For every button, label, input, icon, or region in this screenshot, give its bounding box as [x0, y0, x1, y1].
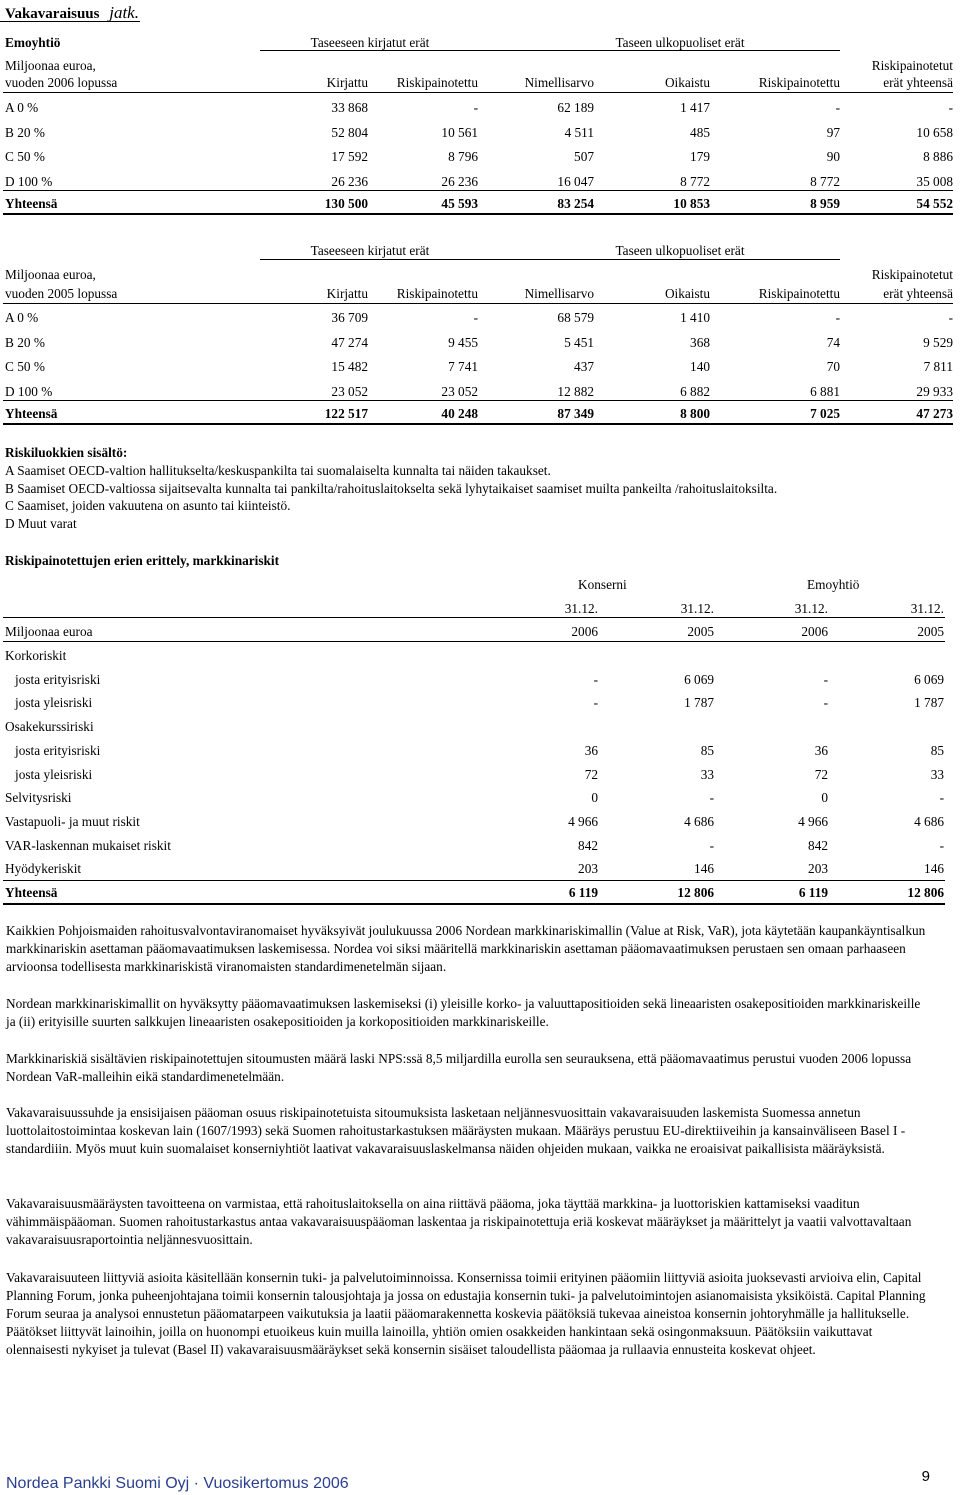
- table-cell: 4 686: [684, 813, 714, 829]
- table-cell: -: [948, 100, 953, 115]
- table-cell: 1 417: [680, 100, 710, 115]
- table-cell: 146: [694, 861, 714, 877]
- row-label: Osakekurssiriski: [5, 719, 94, 735]
- table-cell: 9 529: [923, 334, 953, 350]
- table-cell: 83 254: [557, 196, 594, 211]
- table-cell: -: [593, 671, 598, 687]
- group-on-balance: Taseeseen kirjatut erät: [310, 243, 430, 258]
- table-cell: 140: [690, 359, 710, 374]
- table-cell: 72: [584, 766, 598, 782]
- footer-publication: Nordea Pankki Suomi Oyj · Vuosikertomus 2006: [6, 1475, 349, 1492]
- col-oikaistu: Oikaistu: [664, 75, 710, 90]
- table-cell: 8 796: [448, 149, 478, 164]
- col-riskipainotettu: Riskipainotettu: [396, 286, 478, 301]
- table-cell: 70: [826, 359, 840, 374]
- col-kirjattu: Kirjattu: [326, 286, 368, 301]
- row-head-line2: vuoden 2006 lopussa: [5, 75, 118, 90]
- table-cell: 90: [826, 149, 840, 164]
- row-label: josta yleisriski: [15, 695, 93, 711]
- table-cell: -: [473, 100, 478, 115]
- entity-label: Emoyhtiö: [5, 35, 61, 50]
- table-cell: 6 069: [914, 671, 944, 687]
- paragraph: Vakavaraisuuteen liittyviä asioita käsitellään konsernin tuki- ja palvelutoiminnoissa. Konsernissa toimii erityinen pääomiin liittyviä asioita juoksevasti arvioiva elin, Capital Planning Forum, jonka puheenjohtajana toimii konsernin talousjohtaja ja jossa on edustajia konsernin tuki- ja palvelutoimintojen asianomaisista yksiköistä. Capital Planning Forum seuraa ja analysoi ennustetun pääomatarpeen vaikutuksia ja laatii pääomarakennetta koskevia päätöksiä tukevaa aineistoa konsernin johtoryhmälle ja hallitukselle. Päätökset liittyvät lainoihin, joilla on huonompi etuoikeus kuin muilla lainoilla, yhtiön omien osakkeiden hankintaan sekä osingonmaksuun. Päätöksiin vaikuttavat olennaisesti nykyiset ja tulevat (Basel II) vakavaraisuusmääräykset sekä konsernin sisäiset taloudellista pääomaa ja rullaavia ennusteita koskevat ohjeet.: [6, 1270, 926, 1357]
- year-label: 2005: [917, 624, 944, 639]
- row-label: Selvitysriski: [5, 790, 72, 806]
- row-label: B 20 %: [5, 124, 45, 140]
- table-cell: -: [823, 671, 828, 687]
- table-cell: 47 273: [916, 406, 953, 421]
- table-cell: -: [823, 695, 828, 711]
- row-label: Hyödykeriskit: [5, 861, 82, 877]
- table-cell: 1 787: [914, 695, 944, 711]
- table-cell: 842: [808, 837, 828, 853]
- total-top-rule: [3, 190, 953, 191]
- group-rule-off: [480, 50, 840, 51]
- table-cell: 8 959: [810, 196, 840, 211]
- row-label: C 50 %: [5, 359, 45, 374]
- table-cell: 36: [814, 742, 828, 758]
- paragraph: Vakavaraisuussuhde ja ensisijaisen pääoman osuus riskipainotetuista sitoumuksista lasketaan neljännesvuosittain vakavaraisuuden laskemista Suomessa annetun luottolaitostoimintaa koskevan lain (1607/1993) sekä Suomen rahoitustarkastuksen määräysten mukaan. Määräys perustuu EU-direktiiveihin ja kansainväliseen Basel I -standardiiin. Myös muut kuin suomalaiset konserniyhtiöt laativat vakavaraisuuslaskelmansa näiden ohjeiden mukaan, vaikka ne eroaisivat paikallisista määräyksistä.: [6, 1105, 906, 1156]
- year-label: 2006: [571, 624, 598, 639]
- table-cell: -: [593, 695, 598, 711]
- row-label: Yhteensä: [5, 406, 58, 421]
- row-label: D 100 %: [5, 383, 53, 399]
- date-label: 31.12.: [564, 601, 598, 616]
- table-header-rule: [3, 92, 953, 93]
- market-row-head: Miljoonaa euroa: [5, 624, 93, 639]
- table-cell: 6 069: [684, 671, 714, 687]
- table-cell: 8 772: [680, 173, 710, 189]
- table-cell: 26 236: [441, 173, 478, 189]
- table-cell: 40 248: [441, 406, 478, 421]
- row-label: A 0 %: [5, 100, 39, 115]
- table-cell: 6 881: [810, 383, 840, 399]
- table-cell: 35 008: [916, 173, 953, 189]
- col-total-line1: Riskipainotetut: [871, 267, 953, 282]
- table-cell: 179: [690, 149, 710, 164]
- total-bottom-rule: [3, 423, 953, 425]
- table-cell: -: [835, 100, 840, 115]
- table-cell: 4 686: [914, 813, 944, 829]
- risk-class-d: D Muut varat: [5, 516, 77, 531]
- total-bottom-rule: [3, 213, 953, 215]
- page-title-sub: jatk.: [109, 3, 139, 22]
- table-cell: 4 966: [798, 813, 828, 829]
- group-off-balance: Taseen ulkopuoliset erät: [615, 35, 745, 50]
- col-total-line2: erät yhteensä: [883, 75, 953, 90]
- table-header-rule: [3, 303, 953, 304]
- date-label: 31.12.: [794, 601, 828, 616]
- table-cell: 7 741: [448, 359, 478, 374]
- table-cell: 10 561: [441, 124, 478, 140]
- table-cell: 12 882: [557, 383, 594, 399]
- table-cell: 437: [574, 359, 594, 374]
- group-on-balance: Taseeseen kirjatut erät: [310, 35, 430, 50]
- table-cell: 62 189: [557, 100, 594, 115]
- table-cell: 203: [578, 861, 598, 877]
- row-label: C 50 %: [5, 149, 45, 164]
- group-emoyhtio: Emoyhtiö: [807, 577, 860, 592]
- col-oikaistu: Oikaistu: [664, 286, 710, 301]
- table-cell: 6 119: [568, 885, 598, 900]
- row-label: josta yleisriski: [15, 766, 93, 782]
- risk-class-a: A Saamiset OECD-valtion hallitukselta/keskuspankilta tai suomalaiselta kunnalta tai näiden takaukset.: [5, 463, 551, 478]
- row-head-line1: Miljoonaa euroa,: [5, 267, 96, 282]
- table-cell: 23 052: [331, 383, 368, 399]
- col-total-line2: erät yhteensä: [883, 286, 953, 301]
- table-cell: 17 592: [331, 149, 368, 164]
- group-konserni: Konserni: [578, 577, 627, 592]
- total-top-rule: [3, 400, 953, 401]
- table-cell: 87 349: [557, 406, 594, 421]
- table-cell: 85: [700, 742, 714, 758]
- page-title-main: Vakavaraisuus: [5, 6, 100, 22]
- table-cell: 16 047: [557, 173, 594, 189]
- table-cell: -: [709, 837, 714, 853]
- table-cell: 12 806: [677, 885, 714, 900]
- header-rule: [0, 21, 140, 22]
- table-cell: 74: [826, 334, 840, 350]
- table-cell: 8 772: [810, 173, 840, 189]
- row-label: josta erityisriski: [15, 671, 101, 687]
- table-cell: 5 451: [564, 334, 594, 350]
- table-cell: -: [473, 310, 478, 325]
- table-cell: 0: [591, 790, 598, 806]
- table-cell: 26 236: [331, 173, 368, 189]
- market-header-rule: [3, 641, 945, 642]
- table-cell: 4 511: [564, 124, 594, 140]
- table-cell: 1 410: [680, 310, 710, 325]
- table-cell: 7 025: [810, 406, 840, 421]
- table-cell: 0: [821, 790, 828, 806]
- row-label: Vastapuoli- ja muut riskit: [5, 813, 140, 829]
- table-cell: 33: [930, 766, 944, 782]
- table-cell: 52 804: [331, 124, 368, 140]
- table-cell: 72: [814, 766, 828, 782]
- col-riskipainotettu-off: Riskipainotettu: [758, 286, 840, 301]
- table-cell: 203: [808, 861, 828, 877]
- table-cell: 368: [690, 334, 710, 350]
- year-label: 2005: [687, 624, 714, 639]
- market-top-rule: [3, 617, 945, 618]
- risk-class-b: B Saamiset OECD-valtiossa sijaitsevalta kunnalta tai pankilta/rahoituslaitokselta sekä lyhytaikaiset saamiset muilta pankeilta /rahoituslaitoksilta.: [5, 481, 778, 496]
- table-cell: 15 482: [331, 359, 368, 374]
- table-cell: 23 052: [441, 383, 478, 399]
- table-cell: 29 933: [916, 383, 953, 399]
- col-kirjattu: Kirjattu: [326, 75, 368, 90]
- table-cell: 146: [924, 861, 944, 877]
- group-rule-on: [260, 259, 480, 260]
- row-head-line1: Miljoonaa euroa,: [5, 58, 96, 73]
- table-cell: 507: [574, 149, 594, 164]
- table-cell: 8 886: [923, 149, 953, 164]
- risk-class-c: C Saamiset, joiden vakuutena on asunto tai kiinteistö.: [5, 498, 291, 513]
- table-cell: 10 658: [916, 124, 953, 140]
- table-cell: 33: [700, 766, 714, 782]
- table-cell: 6 119: [798, 885, 828, 900]
- col-nimellisarvo: Nimellisarvo: [524, 75, 594, 90]
- row-label: Korkoriskit: [5, 648, 67, 663]
- table-cell: 54 552: [916, 196, 953, 211]
- paragraph: Markkinariskiä sisältävien riskipainotettujen sitoumusten määrä laski NPS:ssä 8,5 miljardilla eurolla sen seurauksena, että pääomavaatimus perustui vuoden 2006 lopussa Nordean VaR-malleihin eikä standardimenetelmään.: [6, 1051, 912, 1084]
- col-riskipainotettu-off: Riskipainotettu: [758, 75, 840, 90]
- row-label: D 100 %: [5, 173, 53, 189]
- table-cell: 9 455: [448, 334, 478, 350]
- col-nimellisarvo: Nimellisarvo: [524, 286, 594, 301]
- table-cell: 130 500: [324, 196, 368, 211]
- table-cell: 33 868: [331, 100, 368, 115]
- table-cell: 842: [578, 837, 598, 853]
- table-cell: 122 517: [324, 406, 368, 421]
- page-number: 9: [921, 1468, 930, 1485]
- paragraph: Vakavaraisuusmääräysten tavoitteena on varmistaa, että rahoituslaitoksella on aina riittävä pääoma, joka täyttää markkina- ja luottoriskien kattamiseksi vaaditun vähimmäispääoman. Suomen rahoitustarkastus antaa vakavaraisuuspääoman laskentaa ja riskipainotettuja eriä koskevat määräykset ja määrittelyt ja vaatii valvottavaltaan vakavaraisuusraportointia neljännesvuosittain.: [6, 1196, 912, 1247]
- col-riskipainotettu: Riskipainotettu: [396, 75, 478, 90]
- table-cell: -: [835, 310, 840, 325]
- total-top-rule: [3, 880, 945, 881]
- paragraph: Nordean markkinariskimallit on hyväksytty pääomavaatimuksen laskemiseksi (i) yleisille korko- ja valuuttapositioiden sekä lineaaristen osakepositioiden markkinariskeille ja (ii) erityisille suurten salkkujen lineaaristen osakepositioiden ja korkopositioiden markkinariskeille.: [6, 996, 921, 1029]
- date-label: 31.12.: [910, 601, 944, 616]
- table-cell: 85: [930, 742, 944, 758]
- row-label: Yhteensä: [5, 885, 58, 900]
- table-cell: 7 811: [923, 359, 953, 374]
- table-cell: 8 800: [680, 406, 710, 421]
- table-cell: 68 579: [557, 310, 594, 325]
- table-cell: 36 709: [331, 310, 368, 325]
- table-cell: 47 274: [331, 334, 368, 350]
- table-cell: 485: [690, 124, 710, 140]
- table-cell: 10 853: [673, 196, 710, 211]
- table-cell: 97: [826, 124, 840, 140]
- total-bottom-rule: [3, 903, 945, 905]
- table-cell: 1 787: [684, 695, 714, 711]
- group-rule-on: [260, 50, 480, 51]
- group-off-balance: Taseen ulkopuoliset erät: [615, 243, 745, 258]
- table-cell: 45 593: [441, 196, 478, 211]
- risk-classes-title: Riskiluokkien sisältö:: [5, 445, 128, 460]
- row-head-line2: vuoden 2005 lopussa: [5, 286, 118, 301]
- row-label: VAR-laskennan mukaiset riskit: [5, 837, 171, 853]
- row-label: josta erityisriski: [15, 742, 101, 758]
- col-total-line1: Riskipainotetut: [871, 58, 953, 73]
- table-cell: -: [948, 310, 953, 325]
- paragraph: Kaikkien Pohjoismaiden rahoitusvalvontaviranomaiset hyväksyivät joulukuussa 2006 Nordean markkinariskimallin (Value at Risk, VaR), jota käytetään kaupankäyntisalkun markkinariskin asettaman pääomavaatimuksen laskemisessa. Nordea voi siksi määritellä markkinariskin asettaman pääomavaatimuksen perustaen sen omaan parhaaseen arvioonsa todellisesta markkinariskistä viranomaisten standardimenetelmän sijaan.: [6, 923, 926, 974]
- row-label: A 0 %: [5, 310, 39, 325]
- table-cell: -: [939, 790, 944, 806]
- table-cell: -: [939, 837, 944, 853]
- group-rule-off: [480, 259, 840, 260]
- row-label: Yhteensä: [5, 196, 58, 211]
- table-cell: -: [709, 790, 714, 806]
- table-cell: 36: [584, 742, 598, 758]
- table-cell: 6 882: [680, 383, 710, 399]
- market-risk-title: Riskipainotettujen erien erittely, markkinariskit: [5, 553, 280, 568]
- year-label: 2006: [801, 624, 828, 639]
- table-cell: 12 806: [907, 885, 944, 900]
- table-cell: 4 966: [568, 813, 598, 829]
- date-label: 31.12.: [680, 601, 714, 616]
- row-label: B 20 %: [5, 334, 45, 350]
